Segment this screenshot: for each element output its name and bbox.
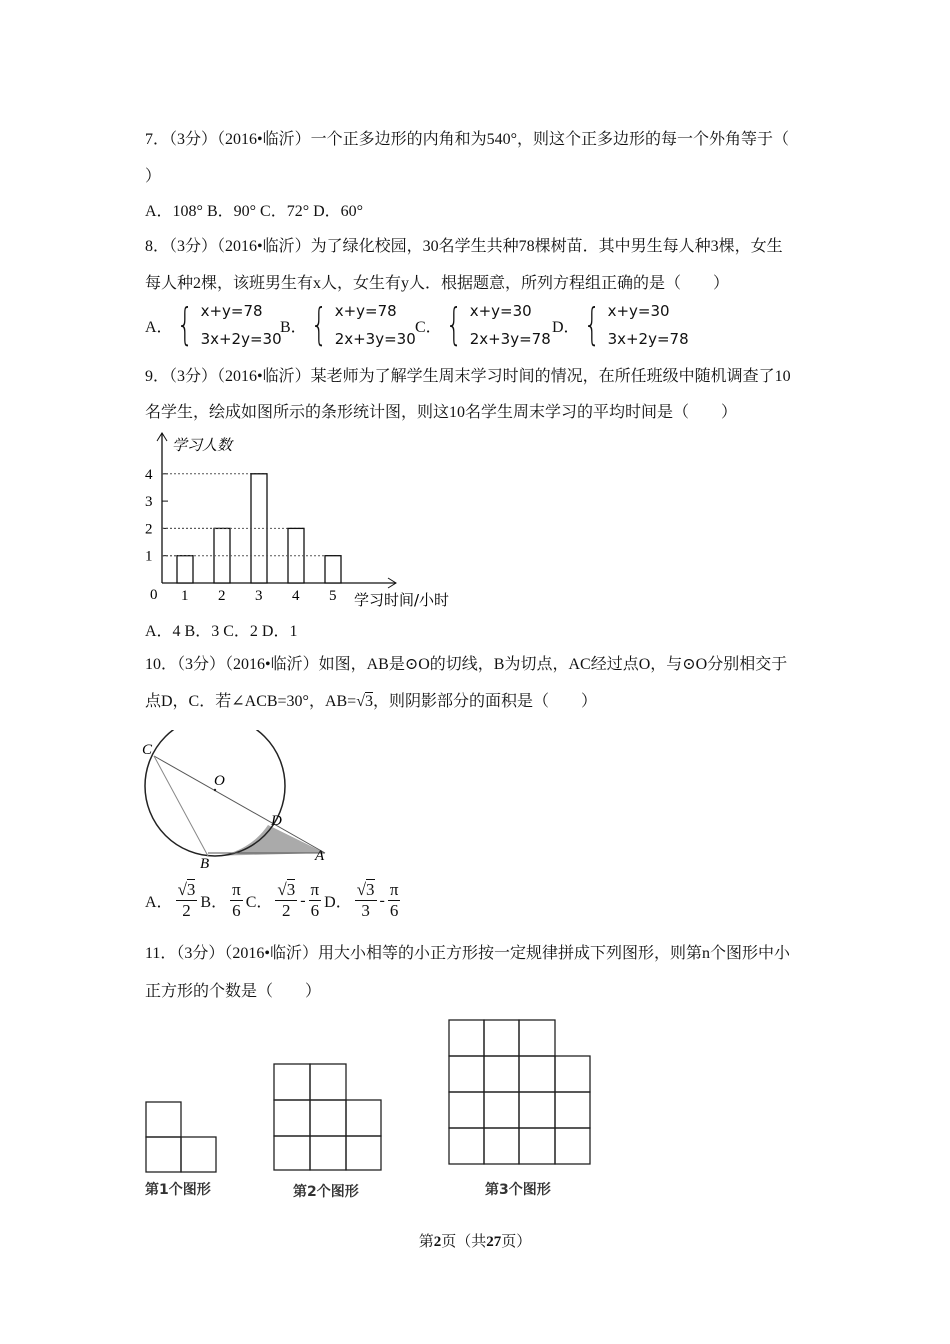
footer-text: 页（共 — [441, 1234, 487, 1250]
q9-stem-2: 名学生，绘成如图所示的条形统计图，则这10名学生周末学习的平均时间是（ ） — [145, 404, 738, 421]
caption-1: 第1个图形 — [145, 1182, 211, 1198]
fraction: $\frac{√3}{2}$ — [177, 880, 196, 920]
denominator: 3 — [361, 901, 370, 920]
page-footer — [0, 1230, 950, 1251]
equation: 2x+3y=30 — [334, 330, 416, 348]
bar — [325, 556, 341, 583]
brace-icon: { — [445, 299, 463, 350]
q11-stem-2: 正方形的个数是（ ） — [145, 983, 322, 1000]
equation: 3x+2y=30 — [200, 330, 282, 348]
numerator: π — [232, 880, 241, 899]
page-number: 2 — [433, 1234, 442, 1250]
denominator: 6 — [389, 901, 399, 920]
pattern-2 — [274, 1064, 381, 1170]
pattern-3 — [449, 1020, 590, 1164]
brace-icon: { — [310, 299, 328, 350]
x-tick-label: 2 — [218, 588, 226, 604]
y-tick-label: 2 — [145, 521, 153, 538]
sqrt-icon: √ — [356, 693, 365, 710]
y-axis-label: 学习人数 — [172, 436, 233, 454]
y-tick-label: 4 — [145, 466, 153, 483]
q8-stem-2: 每人种2棵，该班男生有x人，女生有y人．根据题意，所列方程组正确的是（ ） — [145, 275, 730, 292]
equation: x+y=78 — [334, 302, 397, 320]
q8-option-a — [145, 297, 282, 353]
y-tick-label: 0 — [150, 587, 158, 603]
q10-options — [145, 880, 403, 921]
option-label: A． — [145, 894, 173, 911]
option-label: A． — [145, 318, 173, 336]
q8-stem: 8．（3分）（2016•临沂）为了绿化校园，30名学生共种78棵树苗．其中男生每人种3棵，女生 — [145, 238, 783, 255]
text: ，则阴影部分的面积是（ ） — [373, 693, 598, 710]
x-axis-label: 学习时间/小时 — [354, 591, 450, 609]
label-a: A — [315, 848, 325, 864]
caption-2: 第2个图形 — [293, 1184, 359, 1200]
q10-stem: 10．（3分）（2016•临沂）如图，AB是⊙O的切线，B为切点，AC经过点O，与⊙O分别相交于 — [145, 656, 788, 673]
minus: - — [379, 891, 385, 909]
equation: 2x+3y=78 — [469, 330, 551, 348]
square-patterns — [0, 1010, 950, 1180]
minus: - — [300, 891, 306, 909]
option-label: D． — [324, 894, 352, 911]
q10-stem-2 — [145, 688, 597, 711]
brace-icon: { — [176, 299, 193, 350]
equation: x+y=30 — [469, 302, 532, 320]
bar — [177, 556, 193, 583]
fraction — [309, 880, 322, 921]
q7-stem-end: ） — [145, 168, 162, 185]
denominator: 2 — [182, 901, 191, 920]
option-label: C． — [415, 318, 442, 336]
x-tick-label: 3 — [255, 588, 263, 604]
option-label: D． — [552, 318, 580, 336]
fraction — [388, 880, 401, 921]
y-tick-label: 1 — [145, 548, 153, 565]
x-tick-label: 5 — [329, 588, 337, 604]
y-tick-label: 3 — [145, 494, 153, 511]
x-tick-label: 4 — [292, 588, 300, 604]
label-d: D — [271, 813, 282, 829]
denominator: 6 — [232, 901, 241, 920]
total-pages: 27 — [486, 1234, 502, 1250]
option-label: B． — [200, 894, 228, 911]
q8-option-b — [280, 297, 416, 353]
fraction: $\frac{√3}{3}$ — [356, 880, 375, 920]
numerator: π — [389, 880, 399, 899]
q8-option-d — [552, 297, 689, 353]
radicand: 3 — [366, 880, 375, 899]
radicand: 3 — [186, 880, 196, 899]
bar-chart — [140, 425, 470, 610]
label-o: O — [214, 773, 225, 789]
option-label: B． — [280, 318, 307, 336]
q11-stem: 11．（3分）（2016•临沂）用大小相等的小正方形按一定规律拼成下列图形，则第n个图形中小 — [145, 945, 791, 962]
numerator: π — [310, 880, 320, 899]
pattern-1 — [146, 1102, 216, 1172]
equation: x+y=78 — [200, 302, 263, 320]
caption-3: 第3个图形 — [485, 1182, 551, 1198]
radicand: 3 — [286, 880, 296, 899]
option-label: C． — [245, 894, 273, 911]
q9-stem: 9．（3分）（2016•临沂）某老师为了解学生周末学习时间的情况，在所任班级中随机调查了10 — [145, 368, 791, 385]
center-point — [214, 789, 216, 791]
shaded-region — [208, 825, 325, 856]
denominator: 6 — [310, 901, 320, 920]
q9-options: A．4 B．3 C．2 D．1 — [145, 623, 298, 640]
fraction — [230, 880, 243, 921]
label-b: B — [200, 856, 210, 872]
denominator: 2 — [282, 901, 291, 920]
radicand: 3 — [365, 693, 373, 710]
footer-text: 第 — [418, 1234, 434, 1250]
q8-option-c — [415, 297, 551, 353]
equation: x+y=30 — [607, 302, 670, 320]
brace-icon: { — [583, 299, 600, 350]
fraction: $\frac{√3}{2}$ — [277, 880, 296, 920]
circle-tangent-figure — [140, 730, 340, 875]
text: 点D，C．若∠ACB=30°，AB= — [145, 693, 357, 710]
label-c: C — [142, 742, 153, 758]
x-tick-label: 1 — [181, 588, 189, 604]
q7-stem: 7．（3分）（2016•临沂）一个正多边形的内角和为540°，则这个正多边形的每一个外角等于（ — [145, 131, 790, 148]
q7-options: A．108° B．90° C．72° D．60° — [145, 203, 364, 220]
equation: 3x+2y=78 — [607, 330, 689, 348]
footer-text: 页） — [501, 1234, 532, 1250]
